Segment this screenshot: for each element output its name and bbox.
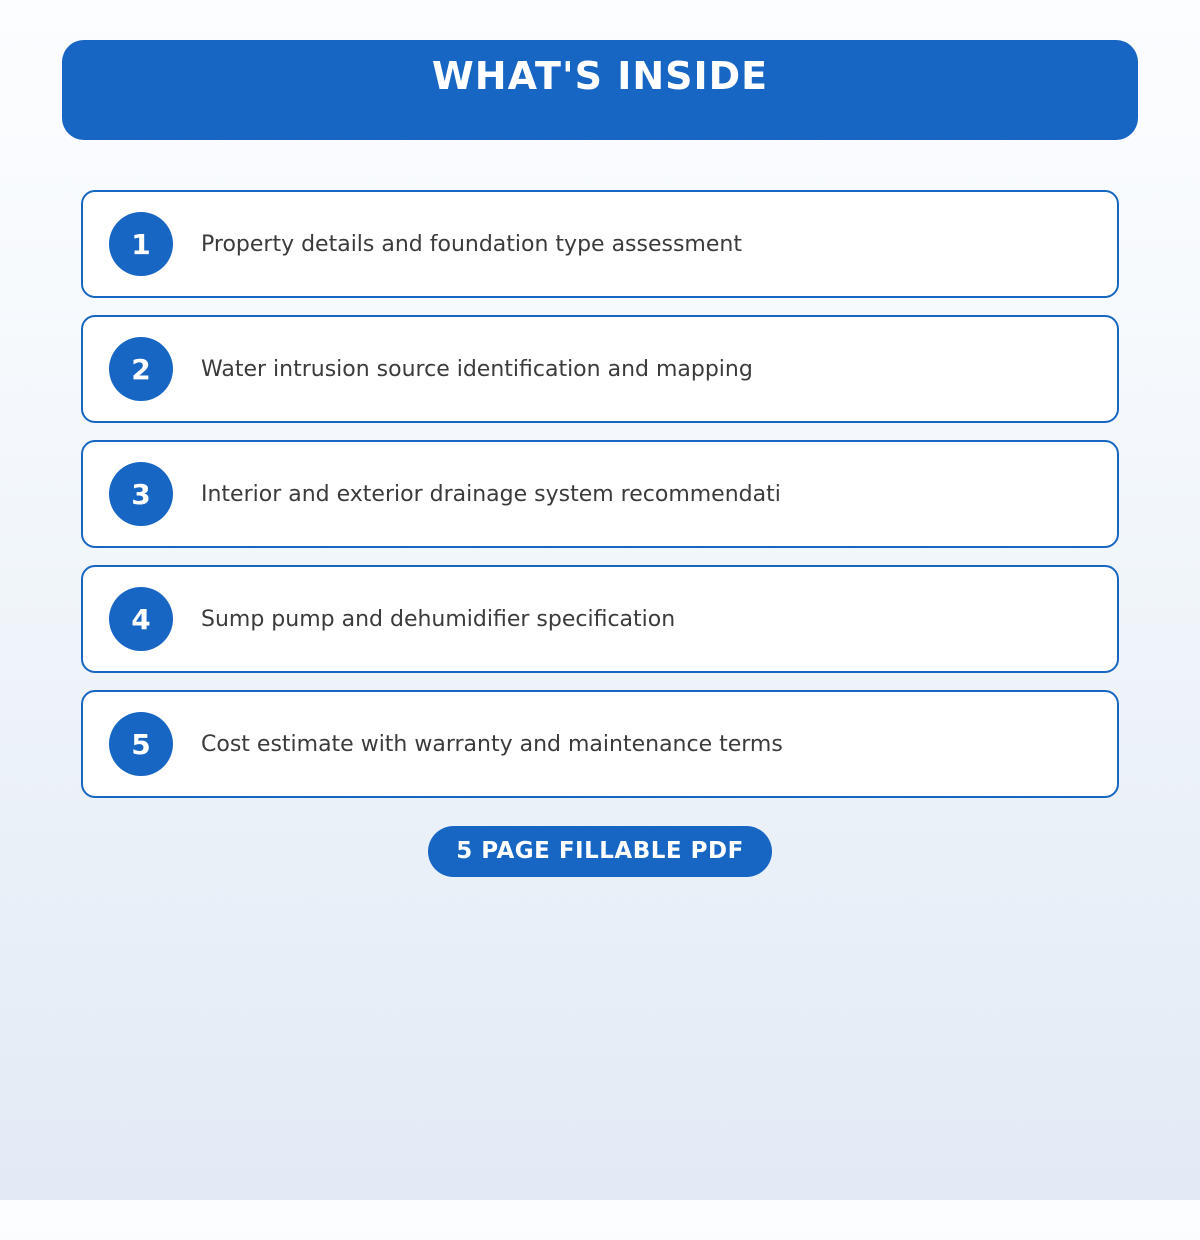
item-number-badge: 4 [109,587,173,651]
item-text: Sump pump and dehumidifier specification [201,606,676,632]
page-count-badge: 5 PAGE FILLABLE PDF [428,826,772,877]
list-item [81,315,1119,423]
item-text: Property details and foundation type assessment [201,231,742,257]
item-number-badge: 3 [109,462,173,526]
list-item [81,565,1119,673]
item-number-badge: 2 [109,337,173,401]
contents-list [81,190,1119,798]
item-text: Interior and exterior drainage system recommendati [201,481,781,507]
list-item [81,190,1119,298]
item-text: Water intrusion source identification and mapping [201,356,753,382]
item-number-badge: 5 [109,712,173,776]
list-item [81,690,1119,798]
header-banner [62,40,1138,140]
footer-row [0,826,1200,877]
list-item [81,440,1119,548]
item-text: Cost estimate with warranty and maintenance terms [201,731,783,757]
item-number-badge: 1 [109,212,173,276]
page-title: WHAT'S INSIDE [431,54,769,98]
